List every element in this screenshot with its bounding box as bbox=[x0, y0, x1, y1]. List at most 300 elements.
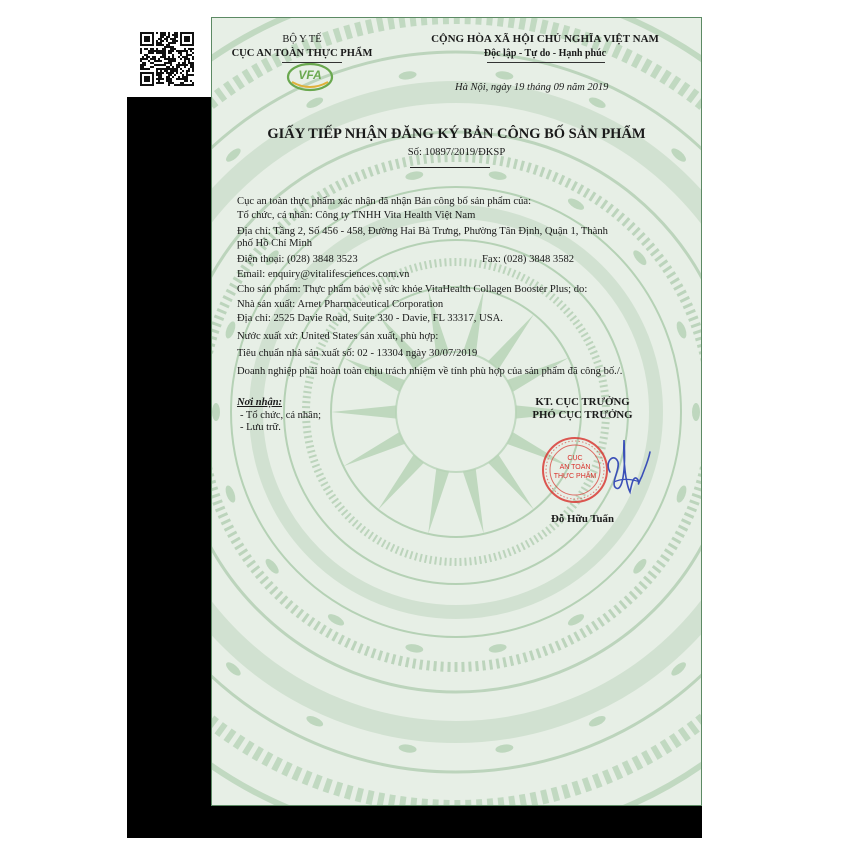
qr-module bbox=[164, 34, 166, 36]
qr-module bbox=[190, 54, 192, 56]
qr-module bbox=[172, 68, 174, 70]
qr-module bbox=[184, 58, 186, 60]
ministry-name: BỘ Y TẾ bbox=[282, 34, 322, 45]
qr-module bbox=[190, 80, 192, 82]
address-line-1: Địa chỉ: Tầng 2, Số 456 - 458, Đường Hai Bà Trưng, Phường Tân Định, Quận 1, Thành bbox=[237, 226, 608, 237]
qr-module bbox=[158, 82, 160, 84]
qr-module bbox=[192, 56, 194, 58]
qr-module bbox=[182, 70, 184, 72]
qr-module bbox=[182, 50, 184, 52]
document-title: GIẤY TIẾP NHẬN ĐĂNG KÝ BẢN CÔNG BỐ SẢN PHẨM bbox=[267, 126, 646, 142]
recipient-item: - Tổ chức, cá nhân; bbox=[240, 410, 322, 421]
qr-module bbox=[150, 62, 152, 64]
qr-module bbox=[168, 84, 170, 86]
qr-module bbox=[156, 60, 158, 62]
drum-star-ray bbox=[428, 469, 449, 534]
qr-module bbox=[186, 50, 188, 52]
qr-module bbox=[174, 70, 176, 72]
address-line-2: phố Hồ Chí Minh bbox=[237, 238, 313, 249]
qr-module bbox=[158, 58, 160, 60]
qr-module bbox=[168, 78, 170, 80]
qr-module bbox=[178, 66, 180, 68]
qr-module bbox=[170, 60, 172, 62]
qr-module bbox=[166, 46, 168, 48]
qr-module bbox=[186, 52, 188, 54]
qr-module bbox=[164, 56, 166, 58]
qr-module bbox=[162, 54, 164, 56]
qr-module bbox=[186, 84, 188, 86]
qr-module bbox=[164, 46, 166, 48]
qr-module bbox=[176, 66, 178, 68]
stamp-text-2: AN TOÀN bbox=[559, 464, 591, 471]
qr-module bbox=[166, 66, 168, 68]
phone-line: Điện thoại: (028) 3848 3523 bbox=[237, 254, 358, 265]
qr-module bbox=[184, 64, 186, 66]
qr-module bbox=[144, 48, 146, 50]
qr-module bbox=[166, 40, 168, 42]
qr-module bbox=[162, 36, 164, 38]
qr-module bbox=[178, 84, 180, 86]
drum-bird-motif bbox=[224, 320, 238, 340]
qr-module bbox=[168, 62, 170, 64]
qr-module bbox=[168, 72, 170, 74]
qr-module bbox=[186, 74, 188, 76]
qr-module bbox=[168, 74, 170, 76]
recipients-heading: Nơi nhận: bbox=[237, 397, 283, 408]
qr-module bbox=[182, 76, 184, 78]
qr-module bbox=[170, 72, 172, 74]
qr-module bbox=[182, 64, 184, 66]
qr-module bbox=[166, 76, 168, 78]
qr-module bbox=[152, 50, 154, 52]
qr-module bbox=[146, 54, 148, 56]
qr-module bbox=[164, 52, 166, 54]
qr-module bbox=[162, 44, 164, 46]
qr-module bbox=[142, 56, 144, 58]
qr-module bbox=[158, 76, 160, 78]
qr-module bbox=[166, 58, 168, 60]
qr-module bbox=[192, 48, 194, 50]
qr-module bbox=[162, 52, 164, 54]
qr-module bbox=[162, 34, 164, 36]
qr-module bbox=[146, 48, 148, 50]
qr-module bbox=[192, 84, 194, 86]
qr-module bbox=[160, 40, 162, 42]
qr-module bbox=[162, 40, 164, 42]
qr-module bbox=[148, 52, 150, 54]
qr-module bbox=[174, 34, 176, 36]
qr-module bbox=[180, 84, 182, 86]
qr-module bbox=[188, 68, 190, 70]
qr-module bbox=[168, 76, 170, 78]
qr-module bbox=[152, 62, 154, 64]
qr-module bbox=[152, 48, 154, 50]
qr-module bbox=[170, 42, 172, 44]
qr-module bbox=[144, 58, 146, 60]
drum-bird-motif bbox=[675, 320, 689, 340]
qr-module bbox=[156, 72, 158, 74]
qr-module bbox=[142, 62, 144, 64]
qr-module bbox=[192, 58, 194, 60]
qr-module bbox=[176, 32, 178, 34]
qr-module bbox=[170, 68, 172, 70]
qr-module bbox=[160, 82, 162, 84]
qr-module bbox=[166, 62, 168, 64]
qr-module bbox=[180, 82, 182, 84]
qr-module bbox=[172, 70, 174, 72]
qr-module bbox=[142, 58, 144, 60]
qr-module bbox=[192, 74, 194, 76]
drum-bird-motif bbox=[398, 743, 417, 753]
qr-module bbox=[188, 74, 190, 76]
drum-bird-motif bbox=[495, 743, 514, 753]
drum-star-ray bbox=[378, 455, 424, 510]
qr-module bbox=[178, 50, 180, 52]
qr-module bbox=[190, 50, 192, 52]
drum-bird-motif bbox=[488, 643, 507, 654]
drum-bird-motif bbox=[326, 612, 346, 628]
qr-module bbox=[158, 74, 160, 76]
qr-module bbox=[160, 72, 162, 74]
qr-module bbox=[166, 44, 168, 46]
qr-module bbox=[182, 56, 184, 58]
qr-module bbox=[162, 32, 164, 34]
qr-module bbox=[158, 68, 160, 70]
qr-module bbox=[154, 50, 156, 52]
qr-module bbox=[158, 42, 160, 44]
drum-bird-motif bbox=[675, 484, 689, 504]
qr-module bbox=[174, 38, 176, 40]
qr-module bbox=[156, 42, 158, 44]
qr-module bbox=[170, 62, 172, 64]
vfa-logo-text: VFA bbox=[298, 68, 322, 82]
qr-module bbox=[152, 52, 154, 54]
qr-module bbox=[178, 64, 180, 66]
qr-module bbox=[154, 64, 156, 66]
qr-module bbox=[160, 64, 162, 66]
qr-module bbox=[166, 70, 168, 72]
qr-module bbox=[162, 64, 164, 66]
qr-module bbox=[186, 80, 188, 82]
qr-module bbox=[162, 82, 164, 84]
qr-module bbox=[184, 76, 186, 78]
drum-bird-motif bbox=[405, 170, 424, 181]
qr-module bbox=[156, 78, 158, 80]
drum-bird-motif bbox=[587, 95, 607, 110]
drum-bird-motif bbox=[631, 248, 649, 267]
motto-underline bbox=[487, 62, 605, 63]
qr-module bbox=[142, 64, 144, 66]
qr-module bbox=[154, 60, 156, 62]
qr-module bbox=[148, 68, 150, 70]
qr-module bbox=[172, 34, 174, 36]
qr-module bbox=[150, 58, 152, 60]
drum-star-ray bbox=[331, 405, 396, 418]
intro-text: Cục an toàn thực phẩm xác nhận đã nhận Bản công bố sản phẩm của: bbox=[237, 196, 532, 207]
qr-module bbox=[170, 70, 172, 72]
qr-module bbox=[170, 80, 172, 82]
qr-module bbox=[176, 70, 178, 72]
qr-module bbox=[166, 38, 168, 40]
manufacturer-line: Nhà sản xuất: Arnet Pharmaceutical Corporation bbox=[237, 299, 444, 310]
qr-module bbox=[156, 64, 158, 66]
qr-module bbox=[140, 60, 142, 62]
qr-module bbox=[172, 48, 174, 50]
qr-module bbox=[172, 60, 174, 62]
qr-module bbox=[172, 46, 174, 48]
qr-module bbox=[186, 58, 188, 60]
qr-module bbox=[148, 60, 150, 62]
qr-module bbox=[156, 70, 158, 72]
qr-module bbox=[164, 58, 166, 60]
qr-module bbox=[166, 78, 168, 80]
signer-title-2: PHÓ CỤC TRƯỞNG bbox=[532, 409, 633, 421]
qr-module bbox=[174, 48, 176, 50]
qr-module bbox=[184, 50, 186, 52]
qr-module bbox=[186, 54, 188, 56]
qr-module bbox=[154, 58, 156, 60]
qr-module bbox=[162, 56, 164, 58]
qr-module bbox=[190, 66, 192, 68]
qr-module bbox=[166, 68, 168, 70]
qr-module bbox=[174, 60, 176, 62]
qr-module bbox=[164, 70, 166, 72]
qr-module bbox=[140, 50, 142, 52]
qr-module bbox=[188, 60, 190, 62]
qr-module bbox=[156, 50, 158, 52]
qr-module bbox=[150, 52, 152, 54]
qr-module bbox=[176, 34, 178, 36]
qr-module bbox=[180, 72, 182, 74]
qr-module bbox=[170, 52, 172, 54]
qr-module bbox=[160, 36, 162, 38]
qr-module bbox=[156, 68, 158, 70]
qr-module bbox=[184, 48, 186, 50]
qr-module bbox=[164, 62, 166, 64]
qr-module bbox=[188, 62, 190, 64]
qr-module bbox=[158, 52, 160, 54]
qr-module bbox=[156, 74, 158, 76]
qr-module bbox=[186, 78, 188, 80]
qr-module bbox=[168, 82, 170, 84]
qr-module bbox=[160, 78, 162, 80]
qr-module bbox=[182, 74, 184, 76]
qr-module bbox=[168, 50, 170, 52]
fax-line: Fax: (028) 3848 3582 bbox=[482, 254, 575, 265]
qr-module bbox=[168, 42, 170, 44]
qr-module bbox=[156, 52, 158, 54]
qr-module bbox=[178, 62, 180, 64]
drum-star-ray bbox=[343, 432, 405, 466]
origin-line: Nước xuất xứ: United States sản xuất, phù hợp: bbox=[237, 331, 439, 342]
qr-module bbox=[162, 48, 164, 50]
recipient-item: - Lưu trữ. bbox=[240, 422, 281, 433]
qr-module bbox=[184, 78, 186, 80]
qr-module bbox=[170, 58, 172, 60]
drum-bird-motif bbox=[566, 612, 586, 628]
qr-module bbox=[176, 84, 178, 86]
qr-module bbox=[146, 58, 148, 60]
qr-module bbox=[142, 66, 144, 68]
qr-module bbox=[166, 72, 168, 74]
qr-module bbox=[168, 34, 170, 36]
qr-module bbox=[160, 76, 162, 78]
drum-bird-motif bbox=[587, 714, 607, 729]
qr-module bbox=[158, 60, 160, 62]
qr-module bbox=[172, 72, 174, 74]
qr-module bbox=[184, 66, 186, 68]
drum-star-ray bbox=[463, 469, 484, 534]
agency-underline bbox=[282, 62, 342, 63]
qr-module bbox=[164, 68, 166, 70]
title-underline bbox=[410, 167, 490, 168]
qr-module bbox=[158, 80, 160, 82]
qr-module bbox=[174, 42, 176, 44]
stamp-text-1: CỤC bbox=[567, 455, 583, 462]
national-motto: Độc lập - Tự do - Hạnh phúc bbox=[483, 48, 607, 59]
qr-module bbox=[162, 78, 164, 80]
qr-module bbox=[182, 84, 184, 86]
qr-module bbox=[168, 36, 170, 38]
product-line: Cho sản phẩm: Thực phẩm bảo vệ sức khỏe VitaHealth Collagen Booster Plus; do: bbox=[237, 284, 588, 295]
qr-module bbox=[178, 52, 180, 54]
drum-star-ray bbox=[488, 455, 534, 510]
qr-module bbox=[172, 38, 174, 40]
qr-module bbox=[162, 50, 164, 52]
qr-module bbox=[186, 72, 188, 74]
drum-bird-motif bbox=[263, 557, 281, 576]
qr-module bbox=[170, 82, 172, 84]
qr-module bbox=[172, 50, 174, 52]
qr-module bbox=[170, 38, 172, 40]
qr-module bbox=[160, 74, 162, 76]
scan-margin-bottom bbox=[127, 806, 702, 838]
drum-bird-motif bbox=[305, 95, 325, 110]
drum-bird-motif bbox=[631, 557, 649, 576]
qr-module bbox=[152, 66, 154, 68]
qr-module bbox=[158, 78, 160, 80]
drum-bird-motif bbox=[224, 484, 238, 504]
qr-module bbox=[156, 82, 158, 84]
qr-module bbox=[160, 68, 162, 70]
qr-module bbox=[176, 78, 178, 80]
handwritten-signature bbox=[596, 432, 656, 500]
qr-module bbox=[166, 36, 168, 38]
qr-module bbox=[174, 36, 176, 38]
qr-module bbox=[182, 62, 184, 64]
qr-module bbox=[176, 36, 178, 38]
qr-module bbox=[144, 64, 146, 66]
qr-module bbox=[168, 60, 170, 62]
qr-module bbox=[188, 84, 190, 86]
qr-module bbox=[144, 68, 146, 70]
qr-module bbox=[168, 32, 170, 34]
qr-module bbox=[140, 58, 142, 60]
qr-module bbox=[170, 50, 172, 52]
qr-module bbox=[150, 48, 152, 50]
qr-module bbox=[160, 60, 162, 62]
qr-module bbox=[190, 64, 192, 66]
qr-module bbox=[176, 72, 178, 74]
qr-module bbox=[172, 40, 174, 42]
qr-module bbox=[192, 70, 194, 72]
qr-module bbox=[156, 48, 158, 50]
qr-module bbox=[180, 78, 182, 80]
qr-module bbox=[186, 64, 188, 66]
qr-module bbox=[174, 32, 176, 34]
qr-module bbox=[184, 84, 186, 86]
qr-module bbox=[160, 34, 162, 36]
qr-module bbox=[192, 68, 194, 70]
qr-module bbox=[164, 32, 166, 34]
qr-module bbox=[166, 80, 168, 82]
qr-module bbox=[192, 66, 194, 68]
qr-module bbox=[160, 50, 162, 52]
drum-bird-motif bbox=[405, 643, 424, 654]
qr-module bbox=[192, 82, 194, 84]
scan-margin-left bbox=[127, 97, 211, 838]
standard-line: Tiêu chuẩn nhà sản xuất số: 02 - 13304 ngày 30/07/2019 bbox=[237, 348, 478, 359]
drum-bird-motif bbox=[692, 403, 700, 421]
qr-module bbox=[184, 60, 186, 62]
qr-module bbox=[184, 80, 186, 82]
drum-bird-motif bbox=[566, 196, 586, 212]
drum-bird-motif bbox=[305, 714, 325, 729]
manufacturer-address-line: Địa chỉ: 2525 Davie Road, Suite 330 - Davie, FL 33317, USA. bbox=[237, 313, 503, 324]
place-and-date: Hà Nội, ngày 19 tháng 09 năm 2019 bbox=[455, 82, 609, 93]
stamp-text-3: THỰC PHẨM bbox=[553, 473, 597, 480]
qr-module bbox=[172, 58, 174, 60]
organization-line: Tổ chức, cá nhân: Công ty TNHH Vita Health Việt Nam bbox=[237, 210, 476, 221]
qr-module bbox=[182, 78, 184, 80]
qr-module bbox=[190, 84, 192, 86]
qr-module bbox=[174, 40, 176, 42]
qr-module bbox=[170, 78, 172, 80]
qr-module bbox=[180, 58, 182, 60]
qr-module bbox=[172, 66, 174, 68]
qr-module bbox=[150, 50, 152, 52]
qr-module bbox=[168, 52, 170, 54]
qr-module bbox=[174, 74, 176, 76]
vfa-logo bbox=[286, 62, 334, 92]
qr-module bbox=[142, 68, 144, 70]
qr-module bbox=[176, 68, 178, 70]
qr-module bbox=[186, 76, 188, 78]
qr-module bbox=[156, 32, 158, 34]
qr-module bbox=[188, 70, 190, 72]
qr-module bbox=[180, 50, 182, 52]
qr-module bbox=[164, 50, 166, 52]
qr-module bbox=[160, 38, 162, 40]
email-line: Email: enquiry@vitalifesciences.com.vn bbox=[237, 269, 410, 280]
qr-module bbox=[162, 68, 164, 70]
qr-module bbox=[174, 68, 176, 70]
drum-bird-motif bbox=[495, 70, 514, 80]
qr-module bbox=[172, 56, 174, 58]
qr-module bbox=[180, 54, 182, 56]
qr-module bbox=[160, 44, 162, 46]
qr-module bbox=[168, 66, 170, 68]
qr-module bbox=[168, 80, 170, 82]
qr-module bbox=[158, 50, 160, 52]
qr-module bbox=[172, 54, 174, 56]
qr-module bbox=[160, 32, 162, 34]
qr-module bbox=[172, 76, 174, 78]
qr-module bbox=[144, 54, 146, 56]
qr-module bbox=[178, 76, 180, 78]
qr-module bbox=[188, 58, 190, 60]
qr-module bbox=[190, 48, 192, 50]
